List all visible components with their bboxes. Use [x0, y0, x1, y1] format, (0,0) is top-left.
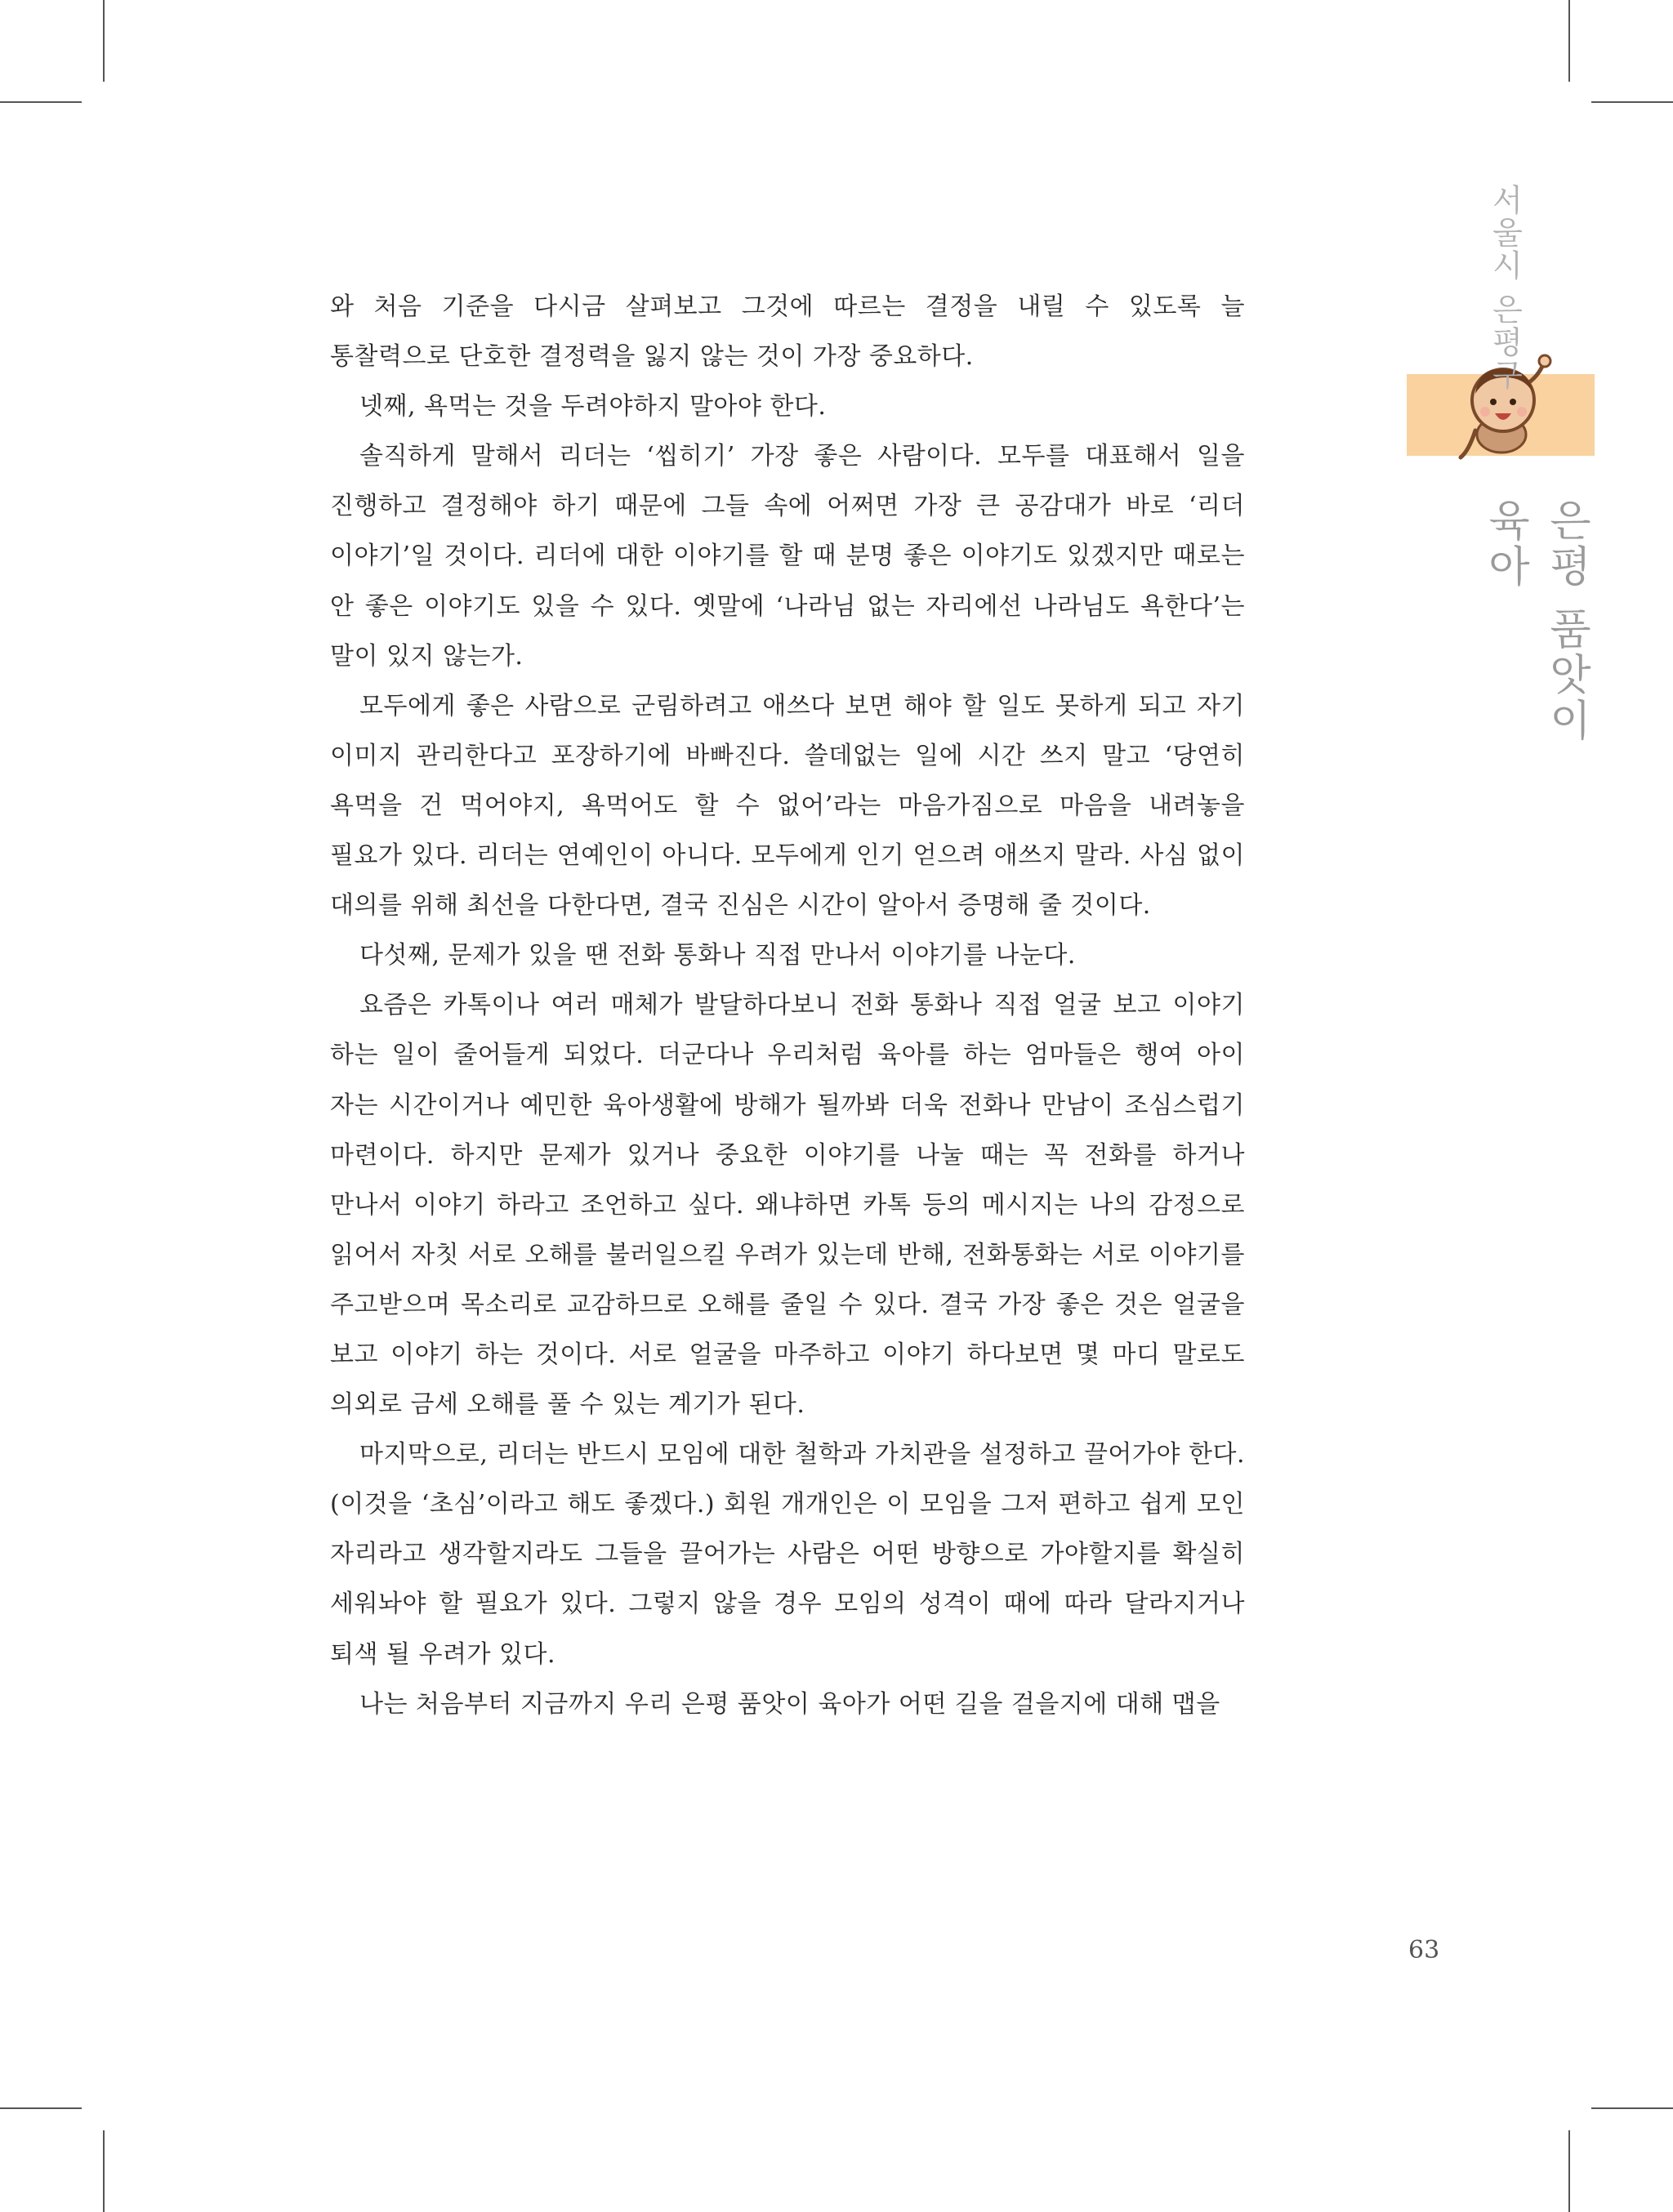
page-number: 63: [1408, 1936, 1440, 1964]
crop-mark-bottom-right: [1568, 2130, 1570, 2212]
crop-mark-bottom-left-h: [0, 2107, 82, 2109]
crop-mark-top-left-h: [0, 101, 82, 103]
paragraph: 다섯째, 문제가 있을 땐 전화 통화나 직접 만나서 이야기를 나눈다.: [359, 941, 1076, 970]
paragraph: 솔직하게 말해서 리더는 ‘씹히기’ 가장 좋은 사람이다. 모두를 대표해서 일을 진행하고 결정해야 하기 때문에 그들 속에 어쩌면 가장 큰 공감대가 바로 ‘리더 이야기’일 것이다. 리더에 대한 이야기를 할 때 분명 좋은 이야기도 있겠지만 때로는 안 좋은 이야기도 있을 수 있다. 옛말에 ‘나라님 없는 자리에선 나라님도 욕한다’는 말이 있지 않는가.: [330, 442, 1246, 671]
running-header-title: 은평 품앗이 육아: [1480, 498, 1590, 744]
crop-mark-top-right-h: [1591, 101, 1673, 103]
running-header: [1450, 184, 1613, 805]
crop-mark-bottom-right-h: [1591, 2107, 1673, 2109]
body-text: [330, 282, 1245, 1729]
paragraph: 요즘은 카톡이나 여러 매체가 발달하다보니 전화 통화나 직접 얼굴 보고 이야기 하는 일이 줄어들게 되었다. 더군다나 우리처럼 육아를 하는 엄마들은 행여 아이 자는 시간이거나 예민한 육아생활에 방해가 될까봐 더욱 전화나 만남이 조심스럽기 마련이다. 하지만 문제가 있거나 중요한 이야기를 나눌 때는 꼭 전화를 하거나 만나서 이야기 하라고 조언하고 싶다. 왜냐하면 카톡 등의 메시지는 나의 감정으로 읽어서 자칫 서로 오해를 불러일으킬 우려가 있는데 반해, 전화통화는 서로 이야기를 주고받으며 목소리로 교감하므로 오해를 줄일 수 있다. 결국 가장 좋은 것은 얼굴을 보고 이야기 하는 것이다. 서로 얼굴을 마주하고 이야기 하다보면 몇 마디 말로도 의외로 금세 오해를 풀 수 있는 계기가 된다.: [330, 991, 1245, 1420]
paragraph: 마지막으로, 리더는 반드시 모임에 대한 철학과 가치관을 설정하고 끌어가야 한다. (이것을 ‘초심’이라고 해도 좋겠다.) 회원 개개인은 이 모임을 그저 편하고 쉽게 모인 자리라고 생각할지라도 그들을 끌어가는 사람은 어떤 방향으로 가야할지를 확실히 세워놔야 할 필요가 있다. 그렇지 않을 경우 모임의 성격이 때에 따라 달라지거나 퇴색 될 우려가 있다.: [330, 1440, 1245, 1669]
paragraph: 모두에게 좋은 사람으로 군림하려고 애쓰다 보면 해야 할 일도 못하게 되고 자기 이미지 관리한다고 포장하기에 바빠진다. 쓸데없는 일에 시간 쓰지 말고 ‘당연히 욕먹을 건 먹어야지, 욕먹어도 할 수 없어’라는 마음가짐으로 마음을 내려놓을 필요가 있다. 리더는 연예인이 아니다. 모두에게 인기 얻으려 애쓰지 말라. 사심 없이 대의를 위해 최선을 다한다면, 결국 진심은 시간이 알아서 증명해 줄 것이다.: [330, 691, 1245, 921]
crop-mark-bottom-left: [103, 2130, 105, 2212]
paragraph: 와 처음 기준을 다시금 살펴보고 그것에 따르는 결정을 내릴 수 있도록 늘 통찰력으로 단호한 결정력을 잃지 않는 것이 가장 중요하다.: [330, 292, 1245, 372]
running-header-subtitle: 서울시 은평구: [1487, 184, 1523, 392]
paragraph: 나는 처음부터 지금까지 우리 은평 품앗이 육아가 어떤 길을 걸을지에 대해 맵을: [359, 1689, 1220, 1719]
paragraph: 넷째, 욕먹는 것을 두려야하지 말아야 한다.: [359, 392, 827, 421]
crop-mark-top-left: [103, 0, 105, 82]
crop-mark-top-right: [1568, 0, 1570, 82]
